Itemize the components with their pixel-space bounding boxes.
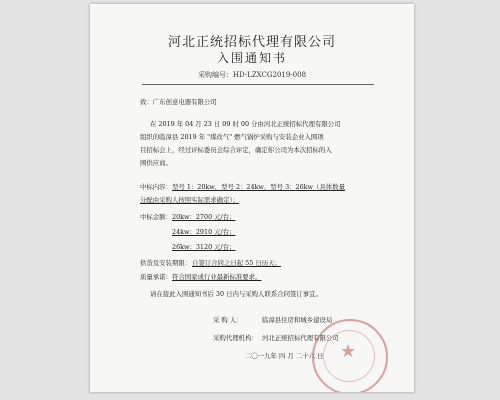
purchase-number-value: HD-LZXCG2019-008 [232, 71, 307, 79]
contract-notice: 请在接此入围通知书后 30 日内与采购人联系合同签订事宜。 [150, 290, 322, 298]
body-line-2: 组织的临漳县 2019 年 "煤改气" 燃气锅炉采购与安装企业入围项 [140, 133, 324, 141]
seal-stamp-icon [312, 319, 388, 392]
recipient-line: 致：广东创意电器有限公司 [140, 98, 217, 106]
agency-label: 采购代理机构： [213, 334, 258, 342]
purchaser-name: 临漳县住房和城乡建设局 [262, 316, 333, 324]
price-26kw: 26kw：3120 元/台； [172, 243, 236, 251]
bid-amount-label: 中标金额： [140, 213, 172, 221]
price-24kw: 24kw：2910 元/台； [172, 228, 236, 236]
body-line-1: 在 2019 年 04 月 23 日 09 时 00 分由河北正统招标代理有限公司 [150, 120, 341, 128]
document-title: 入围通知书 [216, 51, 287, 65]
bid-content-line-1: 型号 1：20kw，型号 2：24kw，型号 3：26kw（具体数量 [172, 183, 345, 191]
body-line-3: 目招标会上，经过评标委员会综合评定，确定你公司为本次招标的入 [140, 146, 332, 154]
company-title: 河北正统招标代理有限公司 [167, 35, 336, 50]
bid-content-label: 中标内容： [140, 183, 172, 191]
purchase-number-label: 采购编号： [197, 71, 233, 79]
price-20kw: 20kw：2700 元/台； [172, 213, 236, 221]
body-line-4: 围供应商。 [140, 159, 172, 167]
agency-name: 河北正统招标代理有限公司 [262, 334, 339, 342]
delivery-label: 供货及安装期限： [140, 259, 192, 267]
quality-value: 符合国家或行业最新标准要求。 [172, 273, 262, 281]
delivery-value: 自签订合同之日起 55 日历天； [192, 259, 281, 267]
seal-star-icon: ★ [340, 341, 357, 362]
issue-date: 二〇一九年 四 月 二十六 日 [245, 352, 324, 360]
notice-document [90, 4, 414, 392]
bid-content-line-2: 分配由采购人按照实际需求确定）； [140, 196, 240, 204]
purchaser-label: 采 购 人： [213, 316, 243, 324]
header-divider [142, 84, 374, 85]
purchase-number [90, 70, 414, 80]
quality-label: 质量承诺： [140, 273, 172, 281]
